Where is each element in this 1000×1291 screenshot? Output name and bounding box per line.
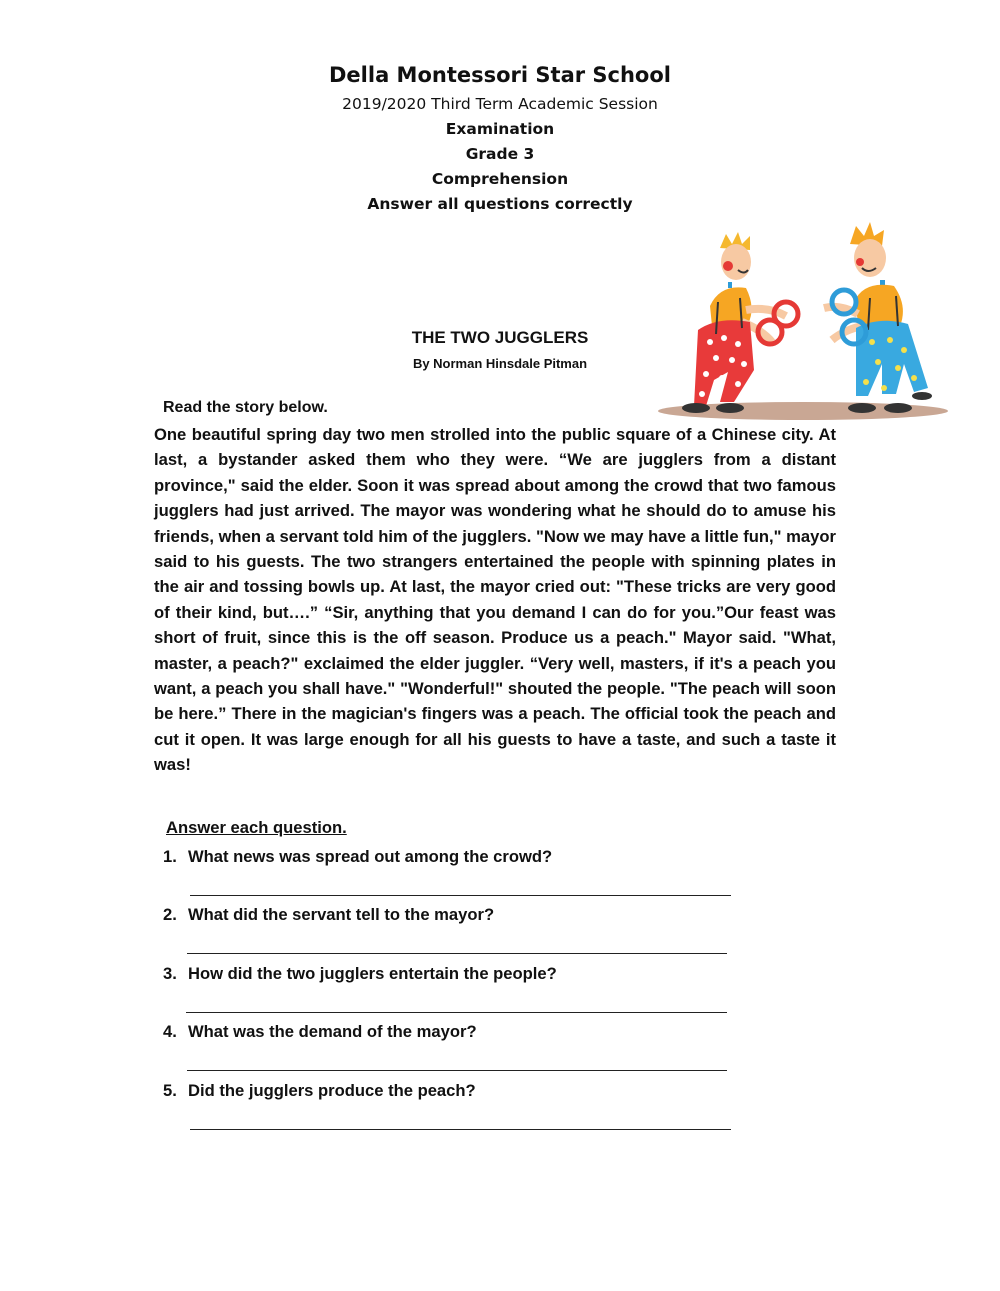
question-number: 1. — [163, 847, 177, 866]
exam-line: Examination — [445, 120, 555, 138]
answer-line-3[interactable] — [186, 1012, 727, 1013]
questions-heading: Answer each question. — [166, 818, 347, 837]
question-number: 2. — [163, 905, 177, 924]
subject-line: Comprehension — [431, 170, 569, 188]
grade-line: Grade 3 — [465, 145, 535, 163]
question-text: What was the demand of the mayor? — [188, 1022, 477, 1041]
right-clown — [824, 222, 932, 413]
story-title: THE TWO JUGGLERS — [411, 328, 589, 347]
question-text: What did the servant tell to the mayor? — [188, 905, 495, 924]
question-number: 3. — [163, 964, 177, 983]
question-text: What news was spread out among the crowd? — [188, 847, 553, 866]
story-author: By Norman Hinsdale Pitman — [412, 356, 588, 371]
story-text: One beautiful spring day two men strolled into the public square of a Chinese city. At last, a bystander asked them who they were. “We are jugglers from a distant province," said the elder. Soon it was spread about among the crowd that two famous jugglers had just arrived. The mayor was wondering what he should do to amuse his friends, when a servant told him of the jugglers. "Now we may have a little fun," mayor said to his guests. The two strangers entertained the people with spinning plates in the air and tossing bowls up. At last, the mayor cried out: "These tricks are very good of their kind, but….” “Sir, anything that you demand I can do for you.”Our feast was short of fruit, since this is the off season. Produce us a peach." Mayor said. "What, master, a peach?" exclaimed the elder juggler. “Very well, masters, if it's a peach you want, a peach you shall have." "Wonderful!" shouted the people. "The peach will soon be here.” There in the magician's fingers was a peach. The official took the peach and cut it open. It was large enough for all his guests to have a taste, and such a taste it was! — [154, 425, 836, 775]
question-text: Did the jugglers produce the peach? — [188, 1081, 476, 1100]
answer-line-4[interactable] — [187, 1070, 727, 1071]
answer-line-5[interactable] — [190, 1129, 731, 1130]
question-number: 5. — [163, 1081, 177, 1100]
session-line: 2019/2020 Third Term Academic Session — [342, 95, 658, 113]
answer-line-1[interactable] — [190, 895, 731, 896]
read-instruction: Read the story below. — [163, 399, 328, 416]
question-number: 4. — [163, 1022, 177, 1041]
question-5 — [163, 1081, 476, 1101]
question-4 — [163, 1022, 477, 1042]
exam-header — [0, 58, 1000, 217]
answer-line-2[interactable] — [187, 953, 727, 954]
question-2 — [163, 905, 494, 925]
question-1 — [163, 847, 552, 867]
question-3 — [163, 964, 557, 984]
juggling-clowns-illustration — [658, 218, 958, 424]
school-name: Della Montessori Star School — [329, 63, 671, 87]
header-instruction: Answer all questions correctly — [367, 195, 633, 213]
question-text: How did the two jugglers entertain the people? — [188, 964, 557, 983]
